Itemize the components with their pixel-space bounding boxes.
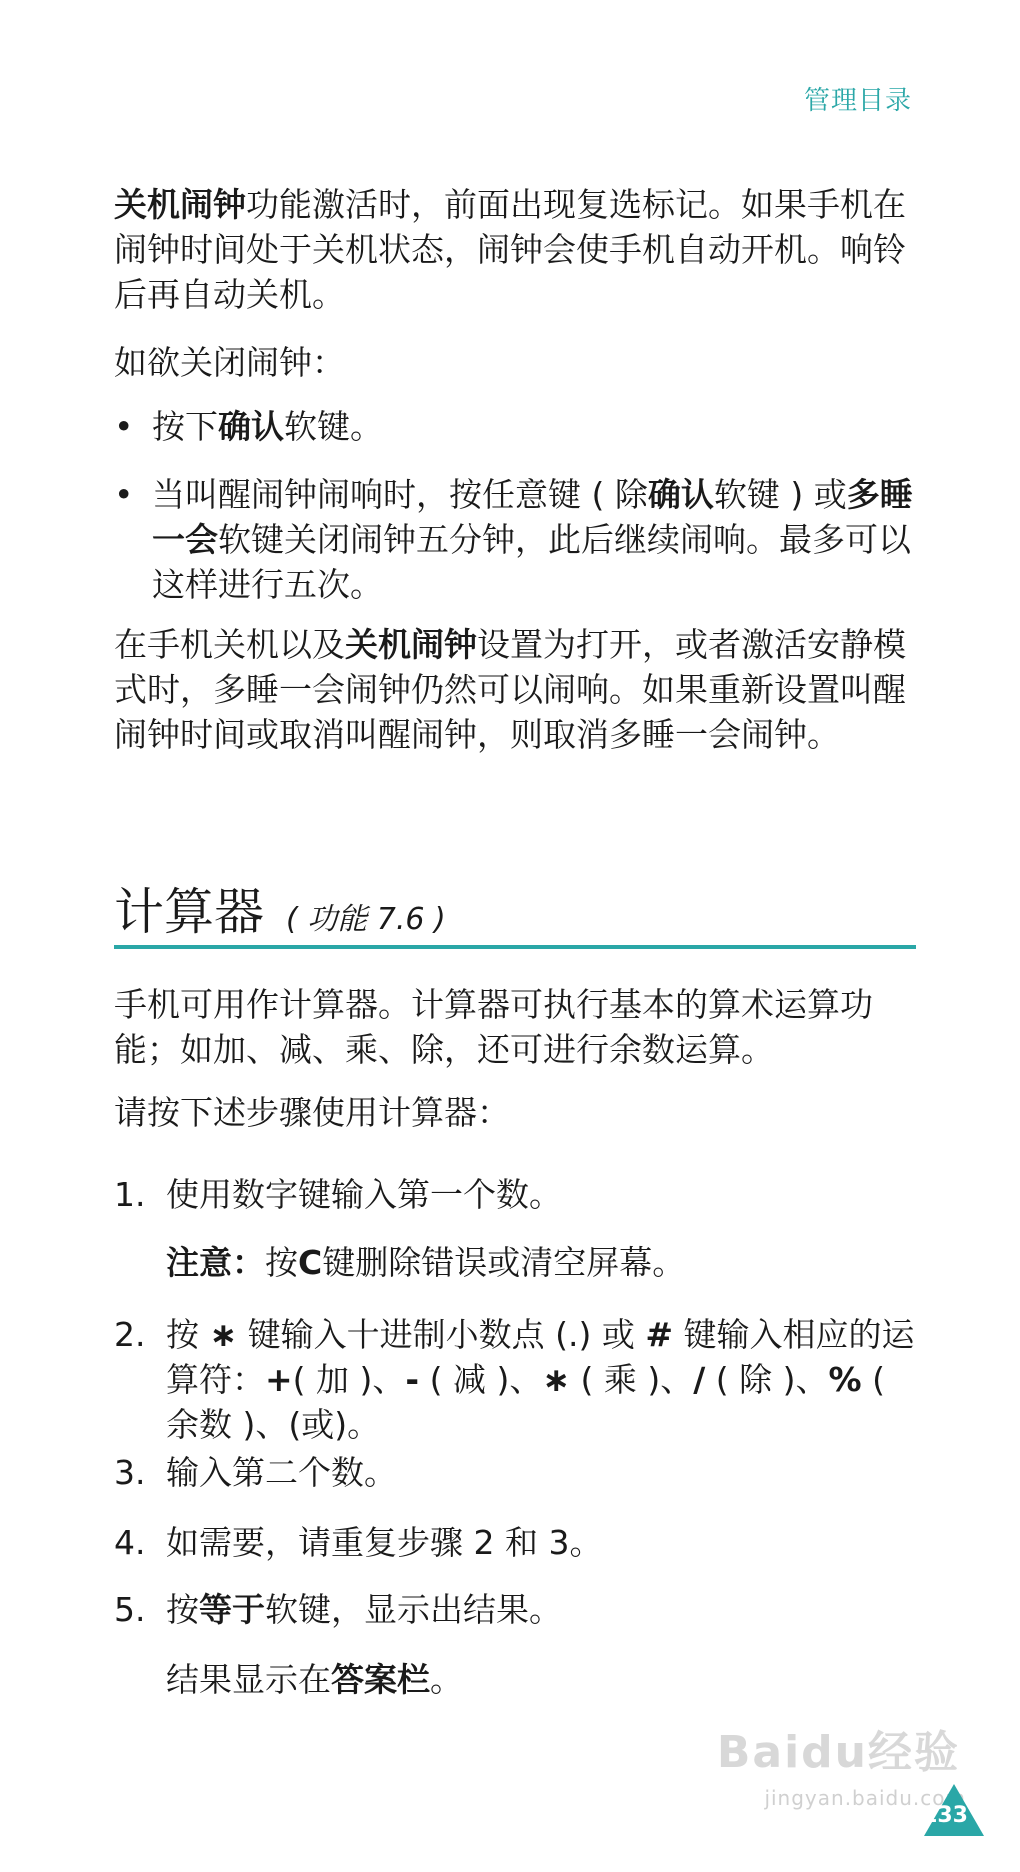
bullet-dot: • xyxy=(114,407,134,446)
text: 软键 ) 或 xyxy=(713,475,847,514)
step-text: 输入第二个数。 xyxy=(166,1453,397,1492)
paragraph-calculator-intro: 手机可用作计算器。计算器可执行基本的算术运算功能；如加、减、乘、除，还可进行余数运算。 xyxy=(114,985,873,1069)
bold-term: 确认 xyxy=(647,475,714,514)
page-number: 133 xyxy=(922,1803,968,1828)
section-heading xyxy=(114,882,914,942)
operator-multiply: ∗ xyxy=(542,1360,570,1399)
note-label: 注意： xyxy=(166,1243,265,1282)
bold-term: 答案栏 xyxy=(331,1660,430,1699)
bullet-dot: • xyxy=(114,475,134,514)
paragraph-how-to-close: 如欲关闭闹钟： xyxy=(114,343,345,382)
operator-plus: + xyxy=(265,1360,293,1399)
text: 按 xyxy=(166,1590,199,1629)
step-number: 4. xyxy=(114,1523,146,1562)
text: 键输入相应的运算符： xyxy=(166,1315,915,1399)
text: 软键，显示出结果。 xyxy=(265,1590,562,1629)
paragraph-text: 功能激活时，前面出现复选标记。如果手机在闹钟时间处于关机状态，闹钟会使手机自动开机。响铃后再自动关机。 xyxy=(114,185,906,314)
step-number: 2. xyxy=(114,1315,146,1354)
header-section-label: 管理目录 xyxy=(803,86,912,116)
paragraph-steps-intro: 请按下述步骤使用计算器： xyxy=(114,1093,510,1132)
bold-term: 关机闹钟 xyxy=(114,185,246,224)
watermark-url: jingyan.baidu.com xyxy=(764,1786,966,1810)
text: 按 xyxy=(166,1315,199,1354)
text: 设置为打开，或者激活安静模式时，多睡一会闹钟仍然可以闹响。如果重新设置叫醒闹钟时间或取消叫醒闹钟，则取消多睡一会闹钟。 xyxy=(114,625,906,754)
key-c: C xyxy=(298,1243,323,1282)
text: 键删除错误或清空屏幕。 xyxy=(322,1243,686,1282)
operator-modulo: % xyxy=(828,1360,862,1399)
text: 按 xyxy=(265,1243,298,1282)
bold-term: 多睡一会 xyxy=(152,475,913,559)
text: 按下 xyxy=(152,407,218,446)
step-text: 使用数字键输入第一个数。 xyxy=(166,1175,562,1214)
step-number: 1. xyxy=(114,1175,146,1214)
operator-divide: / xyxy=(693,1360,706,1399)
text: 当叫醒闹钟闹响时，按任意键 ( 除 xyxy=(152,475,648,514)
text: ( 除 )、 xyxy=(715,1360,829,1399)
paragraph-alarm-off xyxy=(114,182,914,317)
text: ( 乘 )、 xyxy=(580,1360,694,1399)
text: 软键关闭闹钟五分钟，此后继续闹响。最多可以这样进行五次。 xyxy=(152,520,911,604)
text: ( 加 )、 xyxy=(292,1360,406,1399)
section-title: 计算器 xyxy=(114,883,264,941)
section-divider xyxy=(114,945,916,949)
text: 键输入十进制小数点 (.) 或 xyxy=(247,1315,635,1354)
bold-term: 等于 xyxy=(199,1590,265,1629)
paragraph-snooze xyxy=(114,622,914,757)
step-number: 5. xyxy=(114,1590,146,1629)
watermark-logo: Baidu经验 xyxy=(716,1727,960,1778)
star-key-icon: ∗ xyxy=(209,1315,238,1354)
hash-key-icon: # xyxy=(645,1315,674,1354)
step-text: 如需要，请重复步骤 2 和 3。 xyxy=(166,1523,603,1562)
text: ( 余数 )、(或)。 xyxy=(166,1360,885,1444)
section-subtitle: ( 功能 7.6 ) xyxy=(286,902,446,937)
text: 。 xyxy=(430,1660,463,1699)
result-note xyxy=(166,1657,918,1702)
step-number: 3. xyxy=(114,1453,146,1492)
text: 软键。 xyxy=(284,407,383,446)
text: 在手机关机以及 xyxy=(114,625,345,664)
text: ( 减 )、 xyxy=(429,1360,543,1399)
operator-minus: - xyxy=(405,1360,420,1399)
bold-term: 确认 xyxy=(218,407,284,446)
bold-term: 关机闹钟 xyxy=(345,625,477,664)
text: 结果显示在 xyxy=(166,1660,331,1699)
note xyxy=(166,1240,918,1285)
